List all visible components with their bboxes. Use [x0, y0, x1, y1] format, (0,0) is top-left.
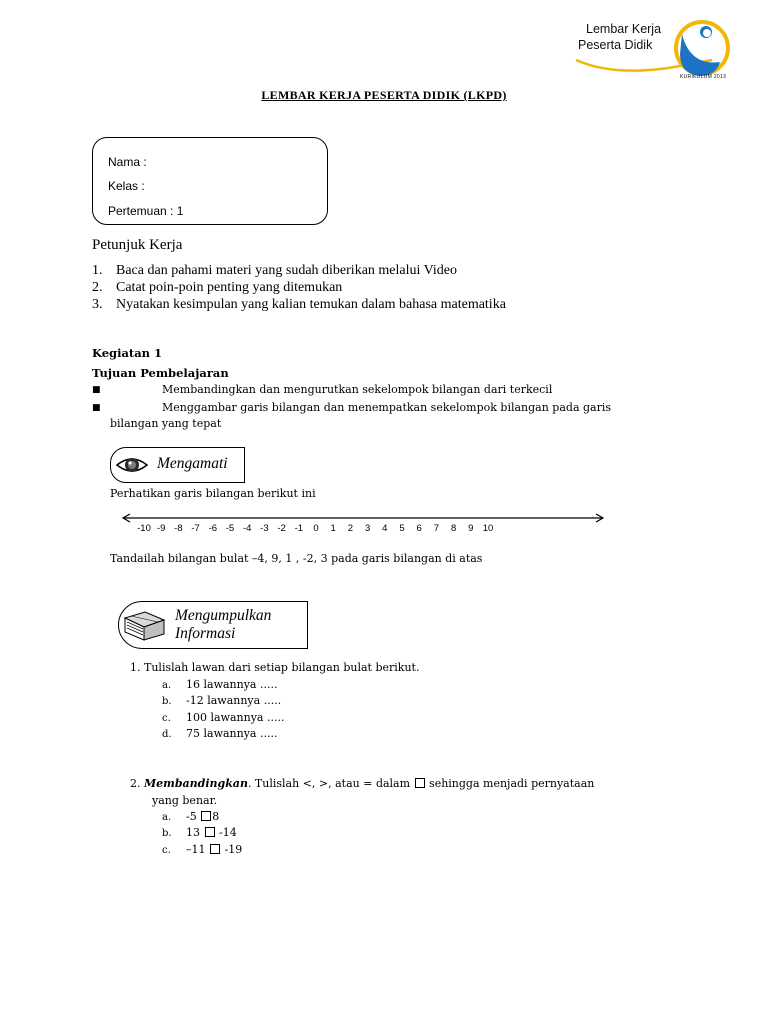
number-line-tick-label: 9: [468, 523, 474, 534]
number-line-tick-label: 7: [433, 523, 440, 534]
answer-box-icon: [210, 844, 220, 854]
number-line-tick-label: 4: [382, 523, 388, 534]
instruction-item: 3. Nyatakan kesimpulan yang kalian temukan dalam bahasa matematika: [92, 297, 506, 312]
number-line-tick-label: -3: [260, 523, 269, 534]
instruction-item: 2. Catat poin-poin penting yang ditemukan: [92, 280, 343, 295]
question-1: 1. Tulislah lawan dari setiap bilangan bulat berikut.: [130, 661, 420, 674]
number-line-tick-label: 0: [313, 523, 319, 534]
eye-icon: [114, 451, 150, 479]
number-line-tick-label: 10: [482, 523, 494, 534]
question-2-cont: yang benar.: [152, 794, 218, 807]
tujuan-item: ■ Menggambar garis bilangan dan menempatkan sekelompok bilangan pada garis bilangan yang tepat: [92, 401, 612, 430]
answer-box-icon: [205, 827, 215, 837]
document-title: LEMBAR KERJA PESERTA DIDIK (LKPD): [261, 88, 507, 102]
number-line-tick-label: -8: [174, 523, 183, 534]
mengumpulkan-label-2: Informasi: [175, 625, 236, 642]
question-2: 2. Membandingkan. Tulislah <, >, atau = dalam sehingga menjadi pernyataan: [130, 777, 595, 790]
number-line-tick-label: -10: [137, 523, 151, 534]
q2-item: b. 13 -14: [162, 826, 237, 839]
q1-item: b. -12 lawannya .....: [162, 694, 282, 707]
q1-item: c. 100 lawannya .....: [162, 711, 285, 724]
mengamati-task: Tandailah bilangan bulat –4, 9, 1 , -2, 3 pada garis bilangan di atas: [110, 552, 483, 565]
q2-item: a. -5 8: [162, 810, 220, 823]
bullet-icon: ■: [92, 403, 101, 413]
q1-item: d. 75 lawannya .....: [162, 727, 278, 740]
q1-item: a. 16 lawannya .....: [162, 678, 278, 691]
number-line-tick-label: -4: [242, 523, 252, 534]
number-line-tick-label: -5: [225, 523, 235, 534]
number-line: [120, 508, 606, 536]
bullet-icon: ■: [92, 385, 101, 395]
lkpd-logo: [572, 14, 732, 86]
logo-tag: KURIKULUM 2013: [680, 74, 727, 80]
instruction-item: 1. Baca dan pahami materi yang sudah diberikan melalui Video: [92, 263, 458, 278]
nama-field: Nama :: [108, 155, 147, 169]
petunjuk-heading: Petunjuk Kerja: [92, 237, 183, 253]
answer-box-icon: [415, 778, 425, 788]
number-line-tick-label: 6: [416, 523, 422, 534]
mengamati-label: Mengamati: [157, 455, 228, 472]
number-line-tick-label: 5: [399, 523, 405, 534]
number-line-tick-label: 3: [364, 523, 371, 534]
mengamati-badge: [110, 447, 245, 483]
number-line-tick-label: -6: [208, 523, 218, 534]
pertemuan-field: Pertemuan : 1: [108, 204, 184, 218]
logo-line-1: Lembar Kerja: [586, 22, 662, 36]
number-line-tick-label: -1: [294, 523, 304, 534]
kegiatan-title: Kegiatan 1: [92, 346, 163, 360]
number-line-tick-label: -2: [277, 523, 286, 534]
tujuan-title: Tujuan Pembelajaran: [92, 366, 229, 380]
logo-line-2: Peserta Didik: [578, 38, 653, 52]
mengumpulkan-label-1: Mengumpulkan: [175, 607, 272, 624]
q2-bold-word: Membandingkan: [144, 777, 248, 790]
book-icon: [121, 608, 167, 642]
mengamati-instruction: Perhatikan garis bilangan berikut ini: [110, 487, 316, 500]
number-line-tick-label: 1: [330, 523, 336, 534]
answer-box-icon: [201, 811, 211, 821]
q2-item: c. –11 -19: [162, 843, 243, 856]
identity-box: [92, 137, 328, 225]
number-line-tick-label: 2: [347, 523, 354, 534]
kelas-field: Kelas :: [108, 179, 145, 193]
tujuan-item: ■ Membandingkan dan mengurutkan sekelompok bilangan dari terkecil: [92, 383, 553, 396]
number-line-tick-label: -9: [156, 523, 166, 534]
mengumpulkan-badge: [118, 601, 308, 649]
number-line-tick-label: 8: [450, 523, 457, 534]
number-line-tick-label: -7: [191, 523, 200, 534]
